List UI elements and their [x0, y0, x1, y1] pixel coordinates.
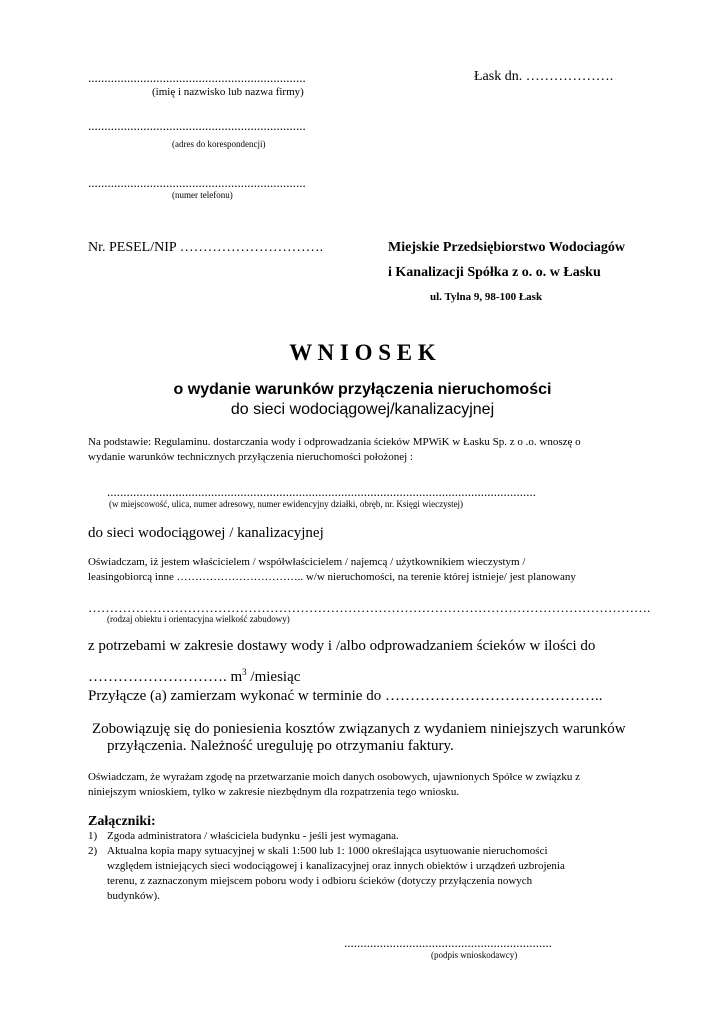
phone-caption: (numer telefonu)	[172, 190, 233, 200]
applicant-name-field: ...................................................................	[88, 70, 306, 85]
place-date-field: Łask dn. ……………….	[474, 69, 614, 84]
recipient-name-line1: Miejskie Przedsiębiorstwo Wodociagów	[388, 240, 625, 255]
document-subtitle: do sieci wodociągowej/kanalizacyjnej	[230, 401, 495, 418]
phone-field: ...................................................................	[88, 175, 306, 190]
basis-text-line2: wydanie warunków technicznych przyłączenia nieruchomości położonej :	[88, 451, 413, 463]
declaration-line1: Oświadczam, iż jestem właścicielem / współwłaścicielem / najemcą / użytkownikiem wieczystym /	[88, 556, 526, 568]
object-caption: (rodzaj obiektu i orientacyjna wielkość zabudowy)	[107, 614, 290, 624]
document-subtitle-bold: o wydanie warunków przyłączenia nieruchomości	[173, 381, 552, 398]
location-field: ....................................................................................................................................	[107, 484, 536, 499]
document-title: W N I O S E K	[289, 340, 436, 365]
declaration-line2: leasingobiorcą inne …………………………….. w/w nieruchomości, na terenie której istnieje/ jest planowany	[88, 571, 576, 583]
address-field: ...................................................................	[88, 118, 306, 133]
commitment-line2: przyłączenia. Należność ureguluję po otrzymaniu faktury.	[107, 738, 454, 754]
attachment-item-2-num: 2)	[88, 845, 98, 857]
attachments-heading: Załączniki:	[88, 814, 156, 829]
quantity-field	[88, 667, 300, 686]
basis-text-line1: Na podstawie: Regulaminu. dostarczania wody i odprowadzania ścieków MPWiK w Łasku Sp. z o .o. wnoszę o	[88, 436, 581, 448]
object-field: ………………………………………………………………………………………………………………….	[88, 600, 651, 615]
quantity-unit-exponent: 3	[242, 667, 247, 677]
signature-field: ................................................................	[344, 935, 552, 950]
attachment-item-2-line: względem istniejących sieci wodociągowej i kanalizacyjnej oraz innych obiektów i urządzeń uzbrojenia	[107, 860, 565, 872]
recipient-name-line2: i Kanalizacji Spółka z o. o. w Łasku	[388, 265, 601, 280]
consent-line2: niniejszym wnioskiem, tylko w zakresie niezbędnym dla rozpatrzenia tego wniosku.	[88, 786, 460, 798]
attachment-item-1-num: 1)	[88, 830, 98, 842]
address-caption: (adres do korespondencji)	[172, 139, 266, 149]
applicant-name-caption: (imię i nazwisko lub nazwa firmy)	[152, 86, 304, 98]
network-type: do sieci wodociągowej / kanalizacyjnej	[88, 525, 324, 541]
location-caption: (w miejscowość, ulica, numer adresowy, numer ewidencyjny działki, obręb, nr. Księgi wieczystej)	[109, 499, 464, 509]
needs-text: z potrzebami w zakresie dostawy wody i /albo odprowadzaniem ścieków w ilości do	[88, 638, 596, 654]
attachment-item-2-line: Aktualna kopia mapy sytuacyjnej w skali 1:500 lub 1: 1000 określająca usytuowanie nieruchomości	[107, 845, 548, 857]
pesel-field: Nr. PESEL/NIP ………………………….	[88, 240, 324, 255]
connection-term: Przyłącze (a) zamierzam wykonać w terminie do ……………………………………..	[88, 688, 603, 704]
consent-line1: Oświadczam, że wyrażam zgodę na przetwarzanie moich danych osobowych, ujawnionych Spółce w związku z	[88, 771, 581, 783]
quantity-suffix: /miesiąc	[246, 669, 301, 685]
attachment-item-1-line: Zgoda administratora / właściciela budynku - jeśli jest wymagana.	[107, 830, 399, 842]
attachment-item-2-line: budynków).	[107, 890, 160, 902]
recipient-address: ul. Tylna 9, 98-100 Łask	[430, 291, 543, 303]
quantity-prefix: ………………………. m	[88, 669, 243, 685]
commitment-line1: Zobowiązuję się do poniesienia kosztów związanych z wydaniem niniejszych warunków	[92, 721, 626, 737]
attachment-item-2-line: terenu, z zaznaczonym miejscem poboru wody i odbioru ścieków (dotyczy przyłączenia nowych	[107, 875, 533, 887]
signature-caption: (podpis wnioskodawcy)	[431, 950, 518, 960]
